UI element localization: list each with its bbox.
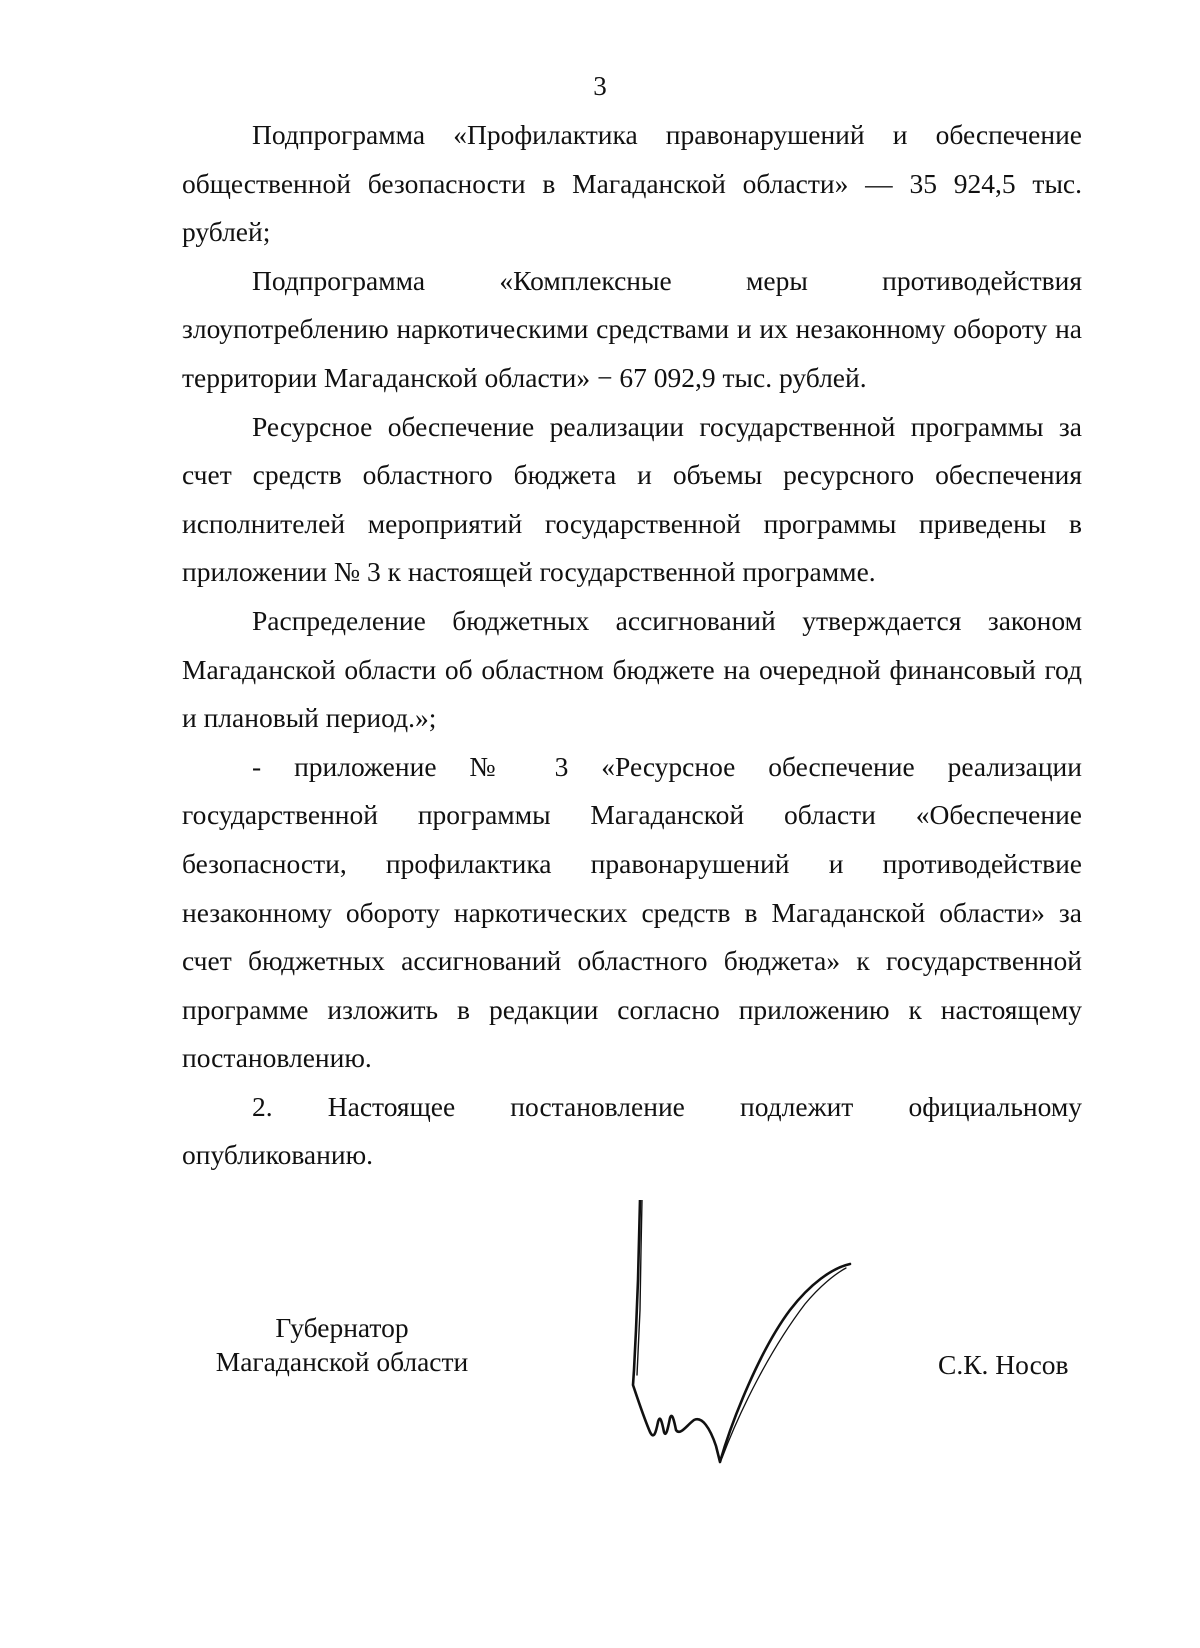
signatory-title <box>192 1311 492 1379</box>
paragraph-appendix-3: - приложение № 3 «Ресурсное обеспечение реализации государственной программы Магаданской области «Обеспечение безопасности, профилактика правонарушений и противодействие незаконному обороту наркотических средств в Магаданской области» за счет бюджетных ассигнований областного бюджета» к государственной программе изложить в редакции согласно приложению к настоящему постановлению. <box>182 750 1082 1074</box>
paragraph-publication: 2. Настоящее постановление подлежит официальному опубликованию. <box>182 1090 1082 1171</box>
handwritten-signature <box>620 1200 880 1470</box>
paragraph-subprogram-drugs: Подпрограмма «Комплексные меры противодействия злоупотреблению наркотическими средствами и их незаконному обороту на территории Магаданской области» − 67 092,9 тыс. рублей. <box>182 264 1082 393</box>
paragraph-resource-support: Ресурсное обеспечение реализации государственной программы за счет средств областного бюджета и объемы ресурсного обеспечения исполнителей мероприятий государственной программы приведены в приложении № 3 к настоящей государственной программе. <box>182 410 1082 588</box>
signatory-name: С.К. Носов <box>938 1349 1069 1380</box>
page-number: 3 <box>593 71 607 101</box>
signatory-title-line2: Магаданской области <box>215 1346 469 1377</box>
document-body <box>182 111 1082 1180</box>
paragraph-subprogram-prevention: Подпрограмма «Профилактика правонарушений и обеспечение общественной безопасности в Магаданской области» — 35 924,5 тыс. рублей; <box>182 119 1082 248</box>
signatory-title-line1: Губернатор <box>275 1312 409 1343</box>
paragraph-budget-distribution: Распределение бюджетных ассигнований утверждается законом Магаданской области об областном бюджете на очередной финансовый год и плановый период.»; <box>182 604 1082 734</box>
